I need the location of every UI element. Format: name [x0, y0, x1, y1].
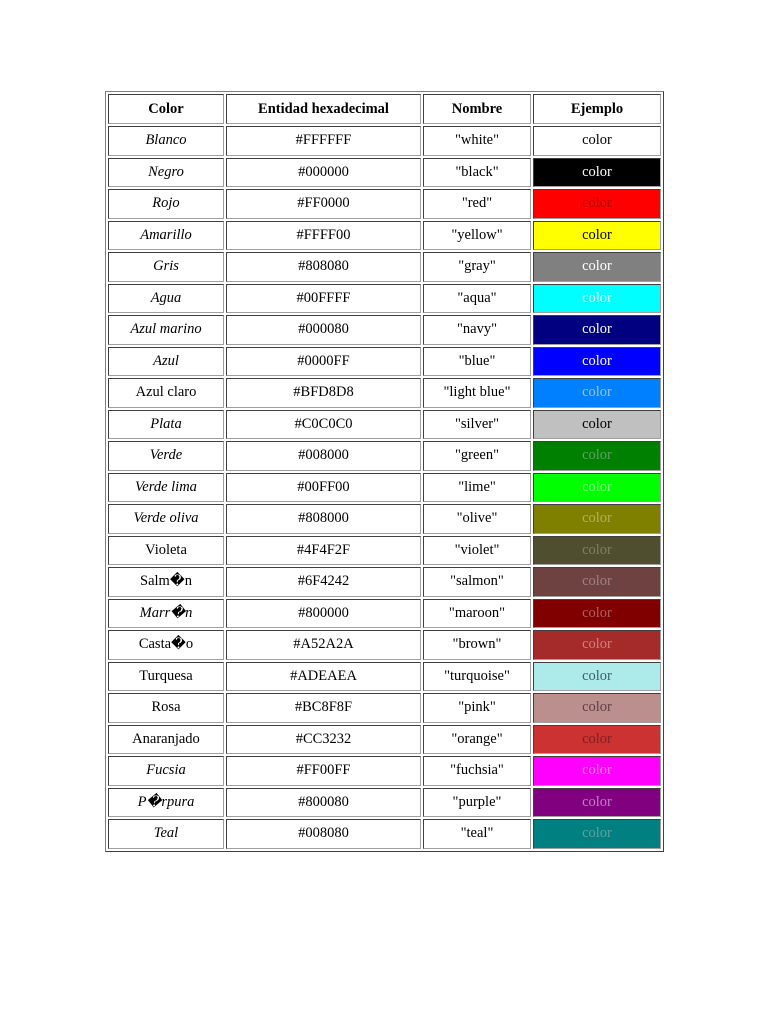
hex-entity-cell: #000000 [226, 158, 421, 188]
color-sample-cell: color [533, 158, 661, 188]
color-sample-cell: color [533, 252, 661, 282]
color-sample-cell: color [533, 315, 661, 345]
color-sample-cell: color [533, 756, 661, 786]
header-hex-entity: Entidad hexadecimal [226, 94, 421, 124]
table-row [108, 189, 661, 219]
table-row [108, 221, 661, 251]
table-row [108, 662, 661, 692]
color-keyword-cell: "white" [423, 126, 531, 156]
table-row [108, 725, 661, 755]
color-keyword-cell: "yellow" [423, 221, 531, 251]
hex-entity-cell: #808080 [226, 252, 421, 282]
hex-entity-cell: #FF0000 [226, 189, 421, 219]
color-keyword-cell: "black" [423, 158, 531, 188]
color-sample-cell: color [533, 221, 661, 251]
hex-entity-cell: #0000FF [226, 347, 421, 377]
color-keyword-cell: "violet" [423, 536, 531, 566]
hex-entity-cell: #00FFFF [226, 284, 421, 314]
color-sample-cell: color [533, 819, 661, 849]
color-keyword-cell: "teal" [423, 819, 531, 849]
table-row [108, 473, 661, 503]
color-name-cell: Agua [108, 284, 224, 314]
hex-entity-cell: #ADEAEA [226, 662, 421, 692]
hex-entity-cell: #FFFF00 [226, 221, 421, 251]
color-name-cell: Gris [108, 252, 224, 282]
color-sample-cell: color [533, 536, 661, 566]
header-example: Ejemplo [533, 94, 661, 124]
color-name-cell: Rojo [108, 189, 224, 219]
color-name-cell: Azul [108, 347, 224, 377]
color-keyword-cell: "turquoise" [423, 662, 531, 692]
table-row [108, 126, 661, 156]
hex-entity-cell: #000080 [226, 315, 421, 345]
table-row [108, 536, 661, 566]
color-sample-cell: color [533, 441, 661, 471]
color-sample-cell: color [533, 284, 661, 314]
color-name-cell: Teal [108, 819, 224, 849]
color-sample-cell: color [533, 378, 661, 408]
table-row [108, 599, 661, 629]
color-name-cell: Turquesa [108, 662, 224, 692]
hex-entity-cell: #008080 [226, 819, 421, 849]
table-row [108, 819, 661, 849]
table-row [108, 441, 661, 471]
color-sample-cell: color [533, 599, 661, 629]
table-row [108, 284, 661, 314]
hex-entity-cell: #CC3232 [226, 725, 421, 755]
color-keyword-cell: "olive" [423, 504, 531, 534]
color-name-cell: Marr�n [108, 599, 224, 629]
table-row [108, 315, 661, 345]
table-row [108, 693, 661, 723]
color-keyword-cell: "blue" [423, 347, 531, 377]
color-name-cell: Rosa [108, 693, 224, 723]
color-keyword-cell: "aqua" [423, 284, 531, 314]
color-table [105, 91, 664, 852]
hex-entity-cell: #C0C0C0 [226, 410, 421, 440]
table-row [108, 788, 661, 818]
color-sample-cell: color [533, 347, 661, 377]
color-sample-cell: color [533, 725, 661, 755]
color-sample-cell: color [533, 189, 661, 219]
hex-entity-cell: #008000 [226, 441, 421, 471]
hex-entity-cell: #BFD8D8 [226, 378, 421, 408]
hex-entity-cell: #800000 [226, 599, 421, 629]
table-row [108, 347, 661, 377]
color-sample-cell: color [533, 504, 661, 534]
color-keyword-cell: "maroon" [423, 599, 531, 629]
color-keyword-cell: "orange" [423, 725, 531, 755]
color-name-cell: Fucsia [108, 756, 224, 786]
color-name-cell: P�rpura [108, 788, 224, 818]
color-keyword-cell: "lime" [423, 473, 531, 503]
table-row [108, 252, 661, 282]
color-keyword-cell: "brown" [423, 630, 531, 660]
color-sample-cell: color [533, 662, 661, 692]
table-row [108, 378, 661, 408]
color-keyword-cell: "fuchsia" [423, 756, 531, 786]
hex-entity-cell: #808000 [226, 504, 421, 534]
color-keyword-cell: "green" [423, 441, 531, 471]
table-row [108, 504, 661, 534]
color-name-cell: Amarillo [108, 221, 224, 251]
color-keyword-cell: "navy" [423, 315, 531, 345]
color-sample-cell: color [533, 410, 661, 440]
color-keyword-cell: "salmon" [423, 567, 531, 597]
color-sample-cell: color [533, 630, 661, 660]
color-name-cell: Negro [108, 158, 224, 188]
table-body [108, 126, 661, 849]
hex-entity-cell: #BC8F8F [226, 693, 421, 723]
hex-entity-cell: #FFFFFF [226, 126, 421, 156]
table-row [108, 567, 661, 597]
color-keyword-cell: "red" [423, 189, 531, 219]
hex-entity-cell: #4F4F2F [226, 536, 421, 566]
color-sample-cell: color [533, 473, 661, 503]
color-keyword-cell: "silver" [423, 410, 531, 440]
table-row [108, 756, 661, 786]
color-name-cell: Blanco [108, 126, 224, 156]
color-keyword-cell: "purple" [423, 788, 531, 818]
color-keyword-cell: "light blue" [423, 378, 531, 408]
color-sample-cell: color [533, 788, 661, 818]
color-name-cell: Anaranjado [108, 725, 224, 755]
color-sample-cell: color [533, 693, 661, 723]
color-name-cell: Azul marino [108, 315, 224, 345]
hex-entity-cell: #6F4242 [226, 567, 421, 597]
table-row [108, 410, 661, 440]
color-name-cell: Verde lima [108, 473, 224, 503]
color-name-cell: Verde oliva [108, 504, 224, 534]
header-color: Color [108, 94, 224, 124]
hex-entity-cell: #00FF00 [226, 473, 421, 503]
color-name-cell: Casta�o [108, 630, 224, 660]
color-name-cell: Salm�n [108, 567, 224, 597]
color-sample-cell: color [533, 567, 661, 597]
hex-entity-cell: #A52A2A [226, 630, 421, 660]
color-name-cell: Violeta [108, 536, 224, 566]
table-row [108, 158, 661, 188]
color-keyword-cell: "gray" [423, 252, 531, 282]
hex-entity-cell: #800080 [226, 788, 421, 818]
table-row [108, 630, 661, 660]
color-keyword-cell: "pink" [423, 693, 531, 723]
color-name-cell: Verde [108, 441, 224, 471]
color-name-cell: Plata [108, 410, 224, 440]
color-sample-cell: color [533, 126, 661, 156]
table-header-row [108, 94, 661, 124]
header-name: Nombre [423, 94, 531, 124]
color-name-cell: Azul claro [108, 378, 224, 408]
hex-entity-cell: #FF00FF [226, 756, 421, 786]
